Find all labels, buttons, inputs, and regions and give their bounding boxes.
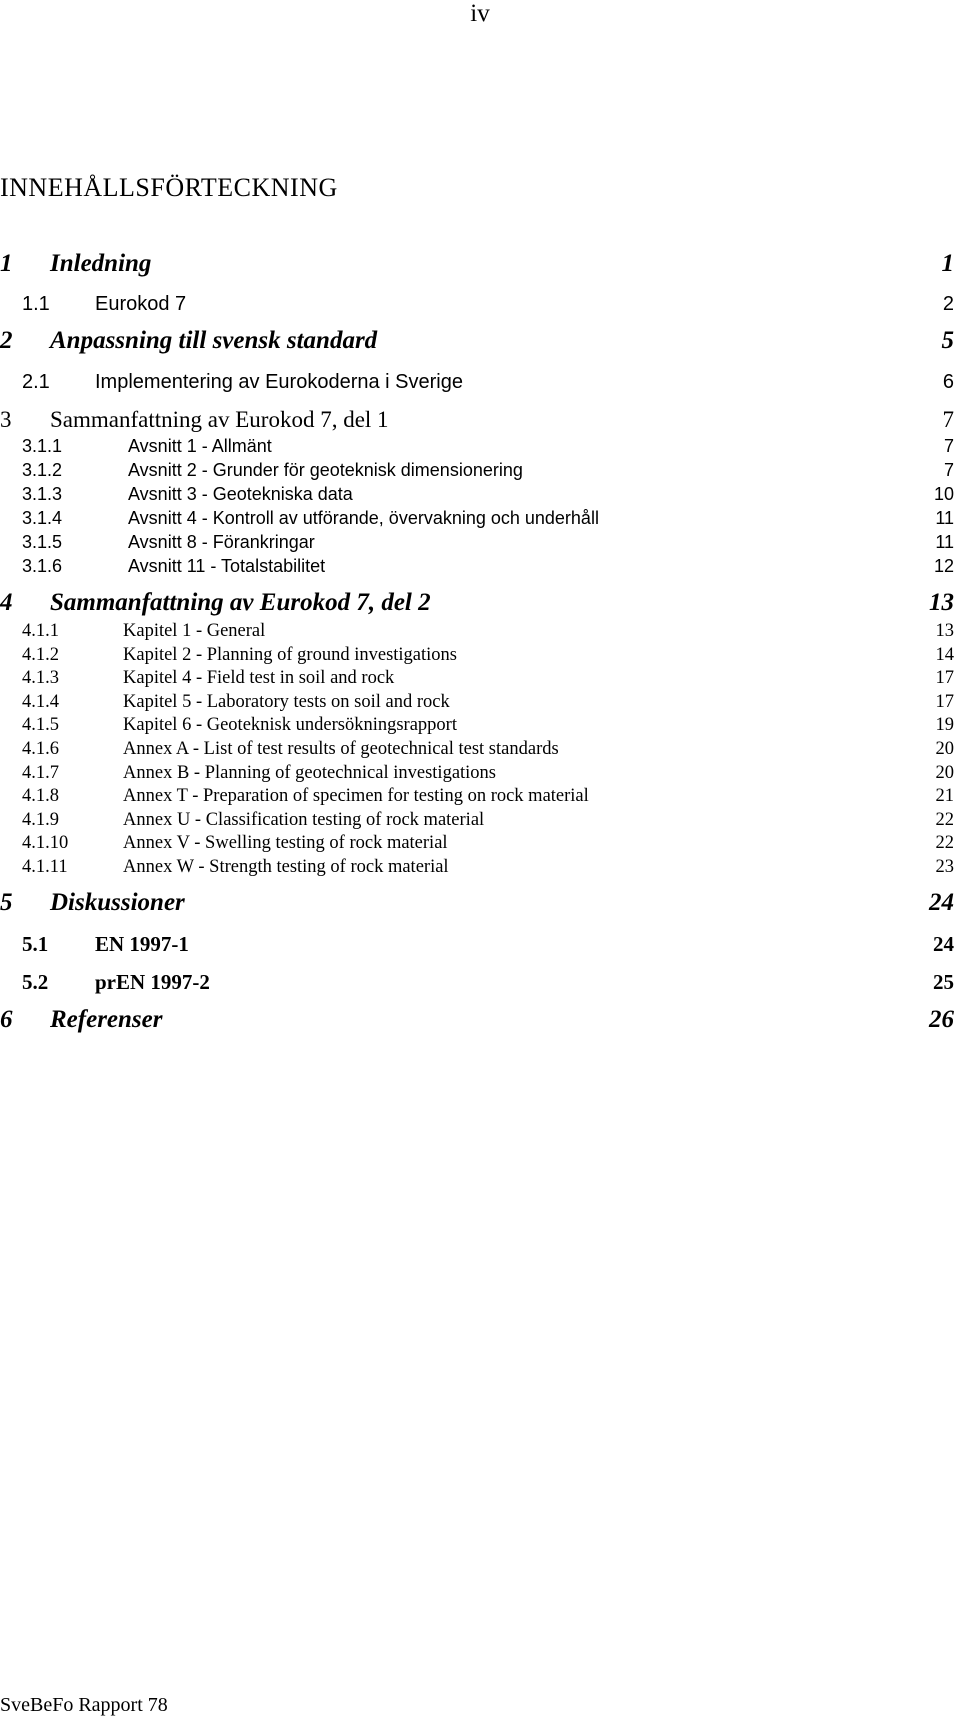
toc-entry-label: Referenser xyxy=(50,1006,163,1033)
toc-entry-subsection-3-1-5[interactable] xyxy=(0,531,954,553)
toc-entry-subsection-3-1-1[interactable] xyxy=(0,435,954,457)
toc-entry-label: Sammanfattning av Eurokod 7, del 1 xyxy=(50,407,389,432)
toc-entry-label: Kapitel 2 - Planning of ground investigations xyxy=(123,645,457,665)
toc-entry-page: 7 xyxy=(943,436,954,456)
toc-entry-chapter-6[interactable] xyxy=(0,1005,954,1035)
toc-entry-number: 3.1.2 xyxy=(22,460,63,480)
toc-entry-number: 4.1.4 xyxy=(22,692,59,712)
toc-entry-page: 6 xyxy=(942,371,954,393)
toc-entry-section-5-1[interactable] xyxy=(0,931,954,957)
toc-entry-number: 4.1.1 xyxy=(22,621,59,641)
toc-entry-number: 1.1 xyxy=(22,293,50,315)
toc-entry-subsection-3-1-3[interactable] xyxy=(0,483,954,505)
toc-entry-number: 3.1.5 xyxy=(22,532,63,552)
toc-entry-subsection-4-1-7[interactable] xyxy=(0,762,954,784)
toc-entry-label: Kapitel 6 - Geoteknisk undersökningsrapport xyxy=(123,715,457,735)
toc-entry-label: Annex T - Preparation of specimen for testing on rock material xyxy=(123,786,589,806)
toc-entry-number: 4.1.11 xyxy=(22,857,68,877)
toc-entry-number: 6 xyxy=(0,1006,13,1033)
toc-entry-label: Avsnitt 11 - Totalstabilitet xyxy=(128,556,326,576)
toc-entry-subsection-4-1-10[interactable] xyxy=(0,832,954,854)
toc-entry-label: Eurokod 7 xyxy=(95,293,187,315)
toc-entry-number: 5.1 xyxy=(22,932,49,956)
toc-entry-label: Annex U - Classification testing of rock material xyxy=(123,810,485,830)
toc-entry-number: 5 xyxy=(0,889,13,916)
toc-entry-chapter-4[interactable] xyxy=(0,588,954,618)
toc-entry-page: 13 xyxy=(935,621,954,641)
toc-entry-subsection-4-1-11[interactable] xyxy=(0,856,954,878)
toc-entry-number: 4.1.8 xyxy=(22,786,59,806)
toc-entry-chapter-2[interactable] xyxy=(0,326,954,356)
toc-entry-subsection-4-1-3[interactable] xyxy=(0,667,954,689)
toc-entry-label: Kapitel 5 - Laboratory tests on soil and rock xyxy=(123,692,450,712)
toc-entry-label: Annex W - Strength testing of rock material xyxy=(123,857,449,877)
toc-entry-label: EN 1997-1 xyxy=(95,932,189,956)
toc-entry-subsection-3-1-2[interactable] xyxy=(0,459,954,481)
toc-entry-page: 17 xyxy=(935,668,954,688)
toc-entry-subsection-4-1-4[interactable] xyxy=(0,691,954,713)
toc-entry-page: 20 xyxy=(935,739,954,759)
toc-entry-label: Inledning xyxy=(50,250,152,277)
toc-entry-label: Annex A - List of test results of geotechnical test standards xyxy=(123,739,559,759)
toc-entry-page: 10 xyxy=(933,484,954,504)
toc-entry-number: 3.1.4 xyxy=(22,508,63,528)
toc-entry-number: 4.1.2 xyxy=(22,645,59,665)
footer-report-name: SveBeFo Rapport 78 xyxy=(0,1694,168,1716)
toc-entry-number: 3.1.1 xyxy=(22,436,63,456)
toc-entry-page: 21 xyxy=(935,786,954,806)
page-number: iv xyxy=(470,0,490,27)
toc-entry-page: 7 xyxy=(943,460,954,480)
toc-entry-section-2-1[interactable] xyxy=(0,370,954,394)
toc-entry-number: 3.1.3 xyxy=(22,484,63,504)
toc-entry-chapter-1[interactable] xyxy=(0,249,954,279)
toc-entry-label: Kapitel 4 - Field test in soil and rock xyxy=(123,668,395,688)
toc-entry-subsection-4-1-9[interactable] xyxy=(0,809,954,831)
toc-entry-subsection-3-1-6[interactable] xyxy=(0,555,954,577)
toc-entry-number: 4 xyxy=(0,589,13,616)
toc-entry-page: 7 xyxy=(942,407,954,432)
toc-entry-page: 26 xyxy=(929,1006,954,1033)
toc-entry-label: Kapitel 1 - General xyxy=(123,621,266,641)
toc-entry-subsection-4-1-2[interactable] xyxy=(0,644,954,666)
toc-entry-page: 1 xyxy=(941,250,954,277)
toc-entry-subsection-4-1-1[interactable] xyxy=(0,620,954,642)
toc-entry-page: 24 xyxy=(929,889,954,916)
toc-entry-label: Implementering av Eurokoderna i Sverige xyxy=(95,371,463,393)
toc-entry-subsection-4-1-6[interactable] xyxy=(0,738,954,760)
toc-entry-page: 22 xyxy=(935,810,954,830)
toc-entry-section-5-2[interactable] xyxy=(0,969,954,995)
toc-entry-page: 14 xyxy=(935,645,954,665)
toc-entry-number: 4.1.7 xyxy=(22,763,59,783)
toc-entry-page: 25 xyxy=(933,970,954,994)
toc-entry-number: 3 xyxy=(0,407,12,432)
toc-entry-number: 4.1.5 xyxy=(22,715,59,735)
toc-entry-label: Diskussioner xyxy=(50,889,185,916)
toc-entry-page: 13 xyxy=(929,589,954,616)
toc-entry-page: 2 xyxy=(942,293,954,315)
toc-entry-number: 2.1 xyxy=(22,371,50,393)
toc-entry-chapter-3[interactable] xyxy=(0,406,954,434)
toc-entry-label: Avsnitt 8 - Förankringar xyxy=(128,532,315,552)
toc-entry-subsection-4-1-5[interactable] xyxy=(0,714,954,736)
toc-entry-page: 20 xyxy=(935,763,954,783)
toc-entry-label: Annex V - Swelling testing of rock material xyxy=(123,833,448,853)
toc-entry-label: Sammanfattning av Eurokod 7, del 2 xyxy=(50,589,431,616)
toc-entry-page: 17 xyxy=(935,692,954,712)
toc-entry-label: Avsnitt 1 - Allmänt xyxy=(128,436,272,456)
toc-entry-number: 2 xyxy=(0,327,13,354)
toc-entry-label: Avsnitt 2 - Grunder för geoteknisk dimensionering xyxy=(128,460,523,480)
toc-entry-subsection-3-1-4[interactable] xyxy=(0,507,954,529)
toc-entry-subsection-4-1-8[interactable] xyxy=(0,785,954,807)
toc-entry-number: 5.2 xyxy=(22,970,49,994)
toc-entry-number: 4.1.9 xyxy=(22,810,59,830)
toc-entry-label: Avsnitt 4 - Kontroll av utförande, övervakning och underhåll xyxy=(128,508,599,528)
toc-entry-page: 5 xyxy=(941,327,954,354)
toc-entry-page: 22 xyxy=(935,833,954,853)
toc-entry-number: 4.1.3 xyxy=(22,668,59,688)
toc-entry-page: 11 xyxy=(935,532,954,552)
toc-entry-page: 23 xyxy=(935,857,954,877)
toc-entry-section-1-1[interactable] xyxy=(0,292,954,316)
toc-entry-page: 24 xyxy=(933,932,954,956)
toc-entry-page: 19 xyxy=(935,715,954,735)
toc-entry-number: 4.1.6 xyxy=(22,739,59,759)
toc-entry-label: prEN 1997-2 xyxy=(95,970,210,994)
toc-entry-number: 4.1.10 xyxy=(22,833,69,853)
toc-entry-page: 12 xyxy=(933,556,954,576)
toc-entry-label: Annex B - Planning of geotechnical investigations xyxy=(123,763,497,783)
toc-entry-number: 1 xyxy=(0,250,13,277)
toc-entry-chapter-5[interactable] xyxy=(0,888,954,918)
toc-entry-number: 3.1.6 xyxy=(22,556,63,576)
toc-entry-page: 11 xyxy=(935,508,954,528)
toc-title: INNEHÅLLSFÖRTECKNING xyxy=(0,173,338,202)
toc-entry-label: Anpassning till svensk standard xyxy=(50,327,378,354)
toc-entry-label: Avsnitt 3 - Geotekniska data xyxy=(128,484,353,504)
